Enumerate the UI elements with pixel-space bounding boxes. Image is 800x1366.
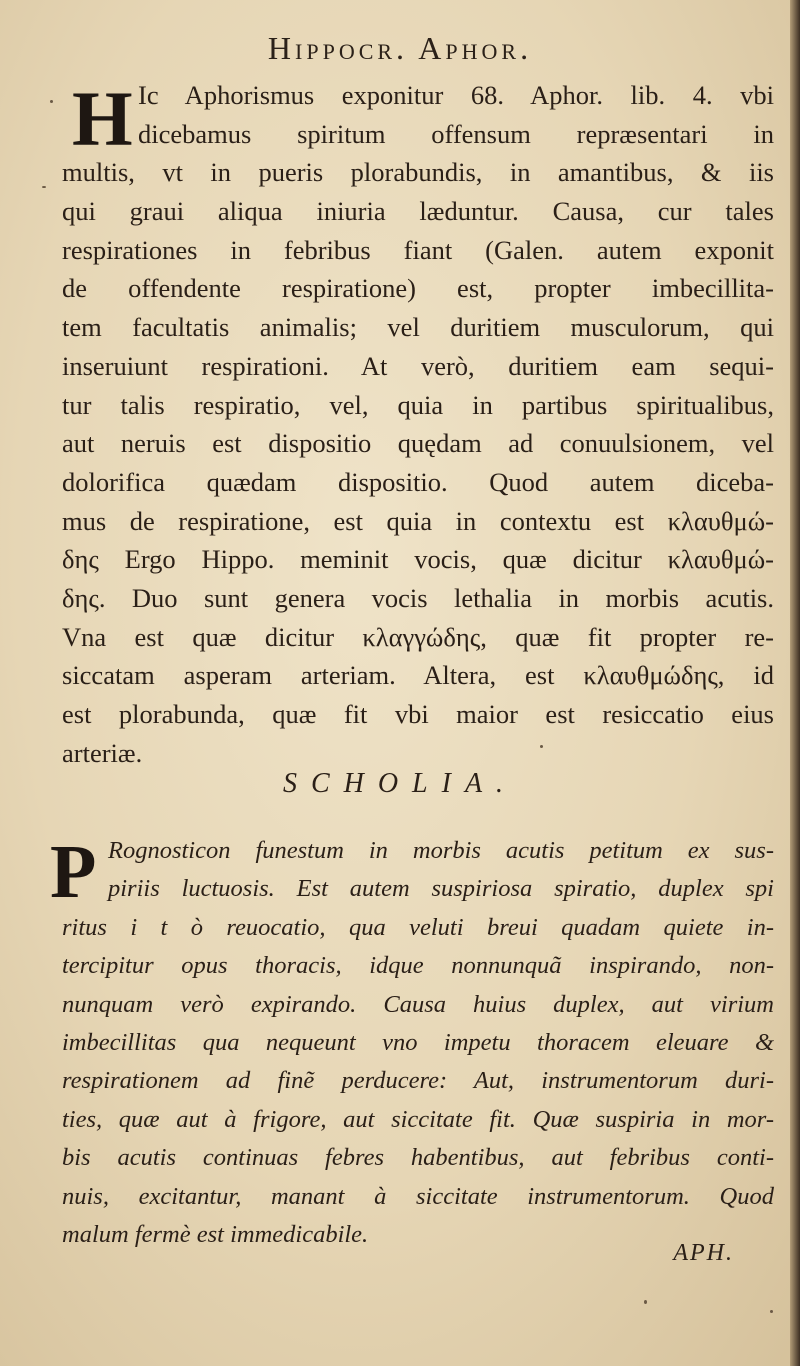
- scholia-line: Rognosticon funestum in morbis acutis petitum ex sus-: [108, 837, 774, 864]
- dropcap-initial-h: H: [72, 75, 133, 162]
- scholia-line: malum fermè est immedicabile.: [62, 1220, 369, 1248]
- commentary-line: inseruiunt respirationi. At verò, duritiem eam sequi-: [62, 350, 774, 381]
- scholia-line: ritus i t ò reuocatio, qua veluti breui quadam quiete in-: [62, 913, 774, 941]
- ink-speck: [644, 1300, 647, 1304]
- dropcap-initial-p: P: [50, 830, 97, 914]
- scholia-line: nunquam verò expirando. Causa huius duplex, aut virium: [62, 990, 774, 1018]
- commentary-line: dolorifica quædam dispositio. Quod autem diceba-: [62, 466, 774, 497]
- commentary-line: tur talis respiratio, vel, quia in partibus spiritualibus,: [62, 389, 774, 420]
- commentary-line: tem facultatis animalis; vel duritiem musculorum, qui: [62, 312, 774, 343]
- scholia-line: bis acutis continuas febres habentibus, aut febribus conti-: [62, 1144, 774, 1172]
- scholia-line: piriis luctuosis. Est autem suspiriosa spiratio, duplex spi: [108, 875, 774, 903]
- catchword: APH.: [673, 1240, 734, 1266]
- commentary-line: est plorabunda, quæ fit vbi maior est resiccatio eius: [62, 699, 774, 729]
- commentary-line: Vna est quæ dicitur κλαγγώδης, quæ fit propter re-: [62, 621, 774, 652]
- commentary-line: arteriæ.: [62, 737, 143, 768]
- commentary-line: dicebamus spiritum offensum repræsentari in: [138, 118, 774, 149]
- commentary-line: δης. Duo sunt genera vocis lethalia in morbis acutis.: [62, 582, 774, 613]
- scholia-line: ties, quæ aut à frigore, aut siccitate fit. Quæ suspiria in mor-: [62, 1105, 774, 1133]
- section-title-scholia: SCHOLIA.: [282, 768, 518, 799]
- commentary-line: aut neruis est dispositio quędam ad conuulsionem, vel: [62, 428, 774, 459]
- commentary-line: δης Ergo Hippo. meminit vocis, quæ dicitur κλαυθμώ-: [62, 544, 774, 575]
- scholia-text: [62, 832, 774, 1254]
- scholia-line: respirationem ad finẽ perducere: Aut, instrumentorum duri-: [62, 1067, 774, 1095]
- ink-speck: [540, 745, 543, 748]
- commentary-line: de offendente respiratione) est, propter imbecillita-: [62, 273, 774, 304]
- commentary-text: [62, 76, 774, 772]
- scholia-line: tercipitur opus thoracis, idque nonnunquã inspirando, non-: [62, 952, 774, 980]
- ink-speck: [770, 1310, 773, 1313]
- scholia-line: nuis, excitantur, manant à siccitate instrumentorum. Quod: [62, 1182, 774, 1210]
- commentary-line: siccatam asperam arteriam. Altera, est κλαυθμώδης, id: [62, 660, 774, 691]
- running-head: Hippocr. Aphor.: [267, 30, 533, 66]
- commentary-line: mus de respiratione, est quia in contextu est κλαυθμώ-: [62, 505, 774, 536]
- commentary-line: qui graui aliqua iniuria læduntur. Causa, cur tales: [62, 196, 774, 227]
- commentary-line: Ic Aphorismus exponitur 68. Aphor. lib. 4. vbi: [138, 80, 774, 110]
- ink-speck: [50, 100, 53, 103]
- ink-speck: [42, 186, 46, 188]
- scholia-line: imbecillitas qua nequeunt vno impetu thoracem eleuare &: [62, 1028, 774, 1056]
- commentary-line: respirationes in febribus fiant (Galen. autem exponit: [62, 234, 774, 265]
- commentary-line: multis, vt in pueris plorabundis, in amantibus, & iis: [62, 157, 774, 188]
- page-edge-shadow: [790, 0, 800, 1366]
